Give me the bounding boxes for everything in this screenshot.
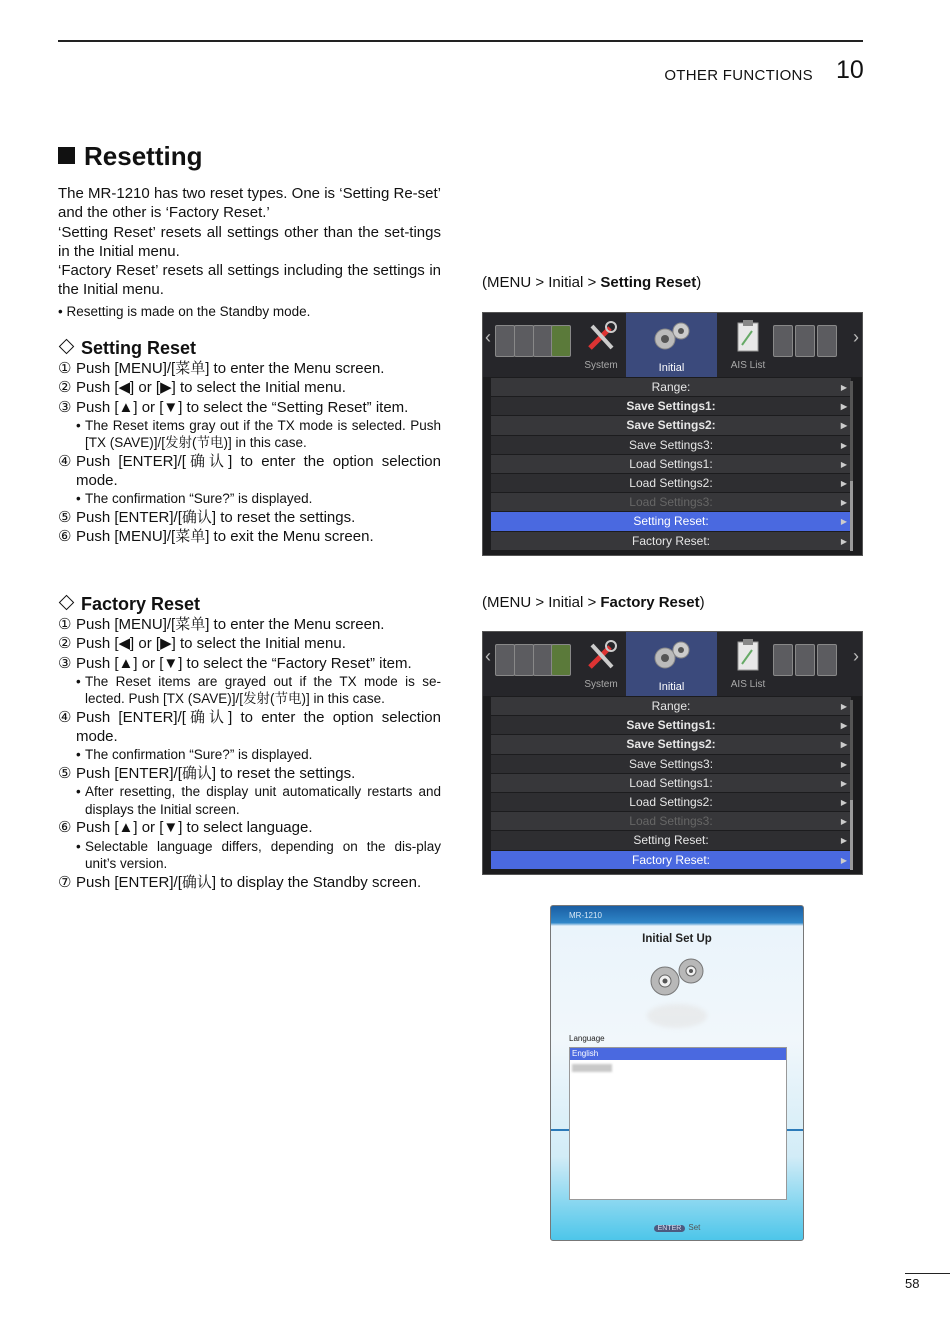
tab-system[interactable]: System — [577, 632, 625, 696]
step-item — [58, 359, 441, 378]
caption-setting-reset: (MENU > Initial > Setting Reset) — [482, 274, 702, 291]
menu-tab-icon[interactable] — [773, 644, 793, 676]
enter-key-badge: ENTER — [654, 1225, 686, 1232]
chevron-right-icon[interactable]: › — [853, 327, 859, 347]
menu-tab-icon[interactable] — [795, 325, 815, 357]
menu-item[interactable]: Load Settings3: ▶ — [491, 493, 851, 512]
gears-icon — [643, 954, 713, 999]
step-number: ② — [58, 635, 72, 653]
caret-right-icon: ▶ — [840, 721, 847, 731]
page-number-rule — [905, 1273, 950, 1274]
caret-right-icon: ▶ — [840, 517, 847, 527]
language-option-blurred[interactable] — [572, 1064, 612, 1072]
step-text: Push [◀] or [▶] to select the Initial menu. — [76, 379, 346, 397]
tab-system[interactable]: System — [577, 313, 625, 377]
step-number: ⑥ — [58, 819, 72, 837]
gears-icon — [649, 638, 695, 672]
step-text: Push [MENU]/[菜单] to exit the Menu screen. — [76, 528, 374, 546]
gears-reflection — [647, 1004, 707, 1028]
step-number: ④ — [58, 452, 72, 470]
intro-paragraph: The MR-1210 has two reset types. One is ‘Setting Re-set’ and the other is ‘Factory Reset.’ — [58, 185, 441, 222]
caret-right-icon: ▶ — [840, 855, 847, 865]
caret-right-icon: ▶ — [840, 402, 847, 412]
step-item — [58, 452, 441, 491]
menu-tab-icon[interactable] — [495, 644, 515, 676]
setting-reset-heading: Setting Reset — [58, 337, 441, 359]
step-number: ④ — [58, 708, 72, 726]
step-number: ③ — [58, 654, 72, 672]
chevron-right-icon[interactable]: › — [853, 646, 859, 666]
step-note: • Selectable language differs, depending on the dis-play unit’s version. — [76, 838, 441, 872]
tools-icon — [584, 639, 618, 673]
step-text: Push [MENU]/[菜单] to enter the Menu screen. — [76, 360, 385, 377]
menu-item[interactable]: Save Settings2: ▶ — [491, 416, 851, 435]
menu-scroll-thumb[interactable] — [850, 800, 853, 870]
caret-right-icon: ▶ — [840, 836, 847, 846]
menu-tab-icon[interactable] — [533, 644, 553, 676]
tools-icon — [584, 320, 618, 354]
tab-ais-list[interactable]: AIS List — [723, 313, 773, 377]
menu-item[interactable]: Range: ▶ — [491, 697, 851, 716]
page-title: Resetting — [58, 141, 202, 172]
menu-scroll-thumb[interactable] — [850, 481, 853, 551]
menu-item[interactable]: Load Settings1: ▶ — [491, 774, 851, 793]
chevron-left-icon[interactable]: ‹ — [485, 327, 491, 347]
menu-item[interactable]: Setting Reset: ▶ — [491, 512, 851, 531]
step-item — [58, 378, 441, 397]
caret-right-icon: ▶ — [840, 797, 847, 807]
caret-right-icon: ▶ — [840, 759, 847, 769]
caret-right-icon: ▶ — [840, 536, 847, 546]
language-list[interactable] — [569, 1047, 787, 1200]
setting-reset-steps — [58, 359, 441, 547]
factory-reset-heading: Factory Reset — [58, 593, 441, 615]
step-item — [58, 654, 441, 673]
factory-reset-steps — [58, 615, 441, 892]
step-text: Push [▲] or [▼] to select the “Setting Reset” item. — [76, 398, 409, 416]
language-option-selected[interactable]: English — [570, 1048, 786, 1060]
menu-item[interactable]: Factory Reset: ▶ — [491, 532, 851, 551]
step-number: ③ — [58, 398, 72, 416]
step-item — [58, 873, 441, 892]
step-text: Push [ENTER]/[确认] to display the Standby screen. — [76, 873, 422, 891]
section-label: OTHER FUNCTIONS — [664, 67, 813, 84]
menu-tab-icon[interactable] — [795, 644, 815, 676]
menu-item[interactable]: Load Settings2: ▶ — [491, 474, 851, 493]
menu-item[interactable]: Save Settings3: ▶ — [491, 755, 851, 774]
tab-initial[interactable]: Initial — [626, 313, 717, 377]
step-text: Push [◀] or [▶] to select the Initial menu. — [76, 635, 346, 653]
chevron-left-icon[interactable]: ‹ — [485, 646, 491, 666]
menu-item[interactable]: Load Settings2: ▶ — [491, 793, 851, 812]
step-number: ⑦ — [58, 873, 72, 891]
menu-tab-icon[interactable] — [533, 325, 553, 357]
step-number: ① — [58, 616, 72, 633]
menu-item[interactable]: Save Settings3: ▶ — [491, 436, 851, 455]
menu-screenshot-setting-reset — [482, 312, 863, 556]
caret-right-icon: ▶ — [840, 778, 847, 788]
step-item — [58, 615, 441, 634]
step-number: ⑥ — [58, 528, 72, 546]
chart-icon[interactable] — [551, 325, 571, 357]
initial-setup-screenshot — [550, 905, 804, 1241]
step-number: ② — [58, 379, 72, 397]
menu-tab-icon[interactable] — [514, 325, 534, 357]
step-note: • The confirmation “Sure?” is displayed. — [76, 747, 313, 763]
header-rule — [58, 40, 863, 42]
menu-item[interactable]: Load Settings1: ▶ — [491, 455, 851, 474]
step-note: • After resetting, the display unit automatically restarts and displays the Initial screen. — [76, 784, 441, 817]
caret-right-icon: ▶ — [840, 440, 847, 450]
menu-item-list — [491, 697, 851, 870]
step-text: Push [ENTER]/[确认] to reset the settings. — [76, 508, 356, 526]
step-text: Push [ENTER]/[确认] to reset the settings. — [76, 764, 356, 782]
menu-tab-icon[interactable] — [817, 325, 837, 357]
step-text: Push [MENU]/[菜单] to enter the Menu screen. — [76, 616, 385, 633]
intro-block — [58, 184, 441, 321]
step-number: ⑤ — [58, 764, 72, 782]
caret-right-icon: ▶ — [840, 478, 847, 488]
caret-right-icon: ▶ — [840, 459, 847, 469]
clipboard-icon — [734, 638, 762, 674]
caret-right-icon: ▶ — [840, 498, 847, 508]
step-item — [58, 527, 441, 546]
menu-item[interactable]: Save Settings1: ▶ — [491, 716, 851, 735]
menu-tab-icon[interactable] — [495, 325, 515, 357]
setting-reset-section — [58, 337, 441, 547]
menu-item[interactable]: Load Settings3: ▶ — [491, 812, 851, 831]
factory-reset-section — [58, 593, 441, 892]
menu-item[interactable]: Save Settings2: ▶ — [491, 735, 851, 754]
menu-item[interactable]: Save Settings1: ▶ — [491, 397, 851, 416]
step-item — [58, 764, 441, 783]
chapter-number: 10 — [836, 56, 864, 84]
intro-paragraph: ‘Factory Reset’ resets all settings including the settings in the Initial menu. — [58, 262, 441, 299]
step-text: Push [ENTER]/[确认] to enter the option selection mode. — [76, 452, 441, 490]
menu-screenshot-factory-reset — [482, 631, 863, 875]
menu-tab-icon[interactable] — [514, 644, 534, 676]
square-bullet-icon — [58, 147, 75, 164]
page-number: 58 — [905, 1276, 920, 1291]
enter-hint: ENTER Set — [551, 1223, 803, 1232]
edge-tick-right — [785, 1129, 803, 1131]
diamond-icon — [59, 339, 75, 355]
caret-right-icon: ▶ — [840, 740, 847, 750]
menu-item[interactable]: Setting Reset: ▶ — [491, 831, 851, 850]
setup-title: Initial Set Up — [642, 933, 712, 945]
caret-right-icon: ▶ — [840, 383, 847, 392]
menu-item[interactable]: Range: ▶ — [491, 378, 851, 397]
edge-tick-left — [551, 1129, 569, 1131]
menu-item[interactable]: Factory Reset: ▶ — [491, 851, 851, 870]
menu-tab-icon[interactable] — [817, 644, 837, 676]
step-note: • The confirmation “Sure?” is displayed. — [76, 491, 313, 507]
intro-paragraph: ‘Setting Reset’ resets all settings other than the set-tings in the Initial menu. — [58, 223, 441, 260]
step-number: ⑤ — [58, 508, 72, 526]
step-item — [58, 818, 441, 837]
menu-item-list — [491, 378, 851, 551]
tab-initial[interactable]: Initial — [626, 632, 717, 696]
chart-icon[interactable] — [551, 644, 571, 676]
step-text: Push [▲] or [▼] to select the “Factory Reset” item. — [76, 654, 412, 672]
step-note: • The Reset items gray out if the TX mode is selected. Push [TX (SAVE)]/[发射(节电)] in this case. — [76, 417, 441, 451]
tab-ais-list[interactable]: AIS List — [723, 632, 773, 696]
step-note: • The Reset items are grayed out if the TX mode is se-lected. Push [TX (SAVE)]/[发射(节电)] in this case. — [76, 673, 441, 707]
caret-right-icon: ▶ — [840, 817, 847, 827]
menu-tab-icon[interactable] — [773, 325, 793, 357]
step-item — [58, 508, 441, 527]
gears-icon — [649, 319, 695, 353]
caption-factory-reset: (MENU > Initial > Factory Reset) — [482, 594, 705, 611]
caret-right-icon: ▶ — [840, 702, 847, 711]
step-number: ① — [58, 360, 72, 377]
step-item — [58, 634, 441, 653]
diamond-icon — [59, 595, 75, 611]
clipboard-icon — [734, 319, 762, 355]
language-label: Language — [569, 1034, 605, 1043]
step-text: Push [ENTER]/[确认] to enter the option selection mode. — [76, 708, 441, 746]
intro-note: • Resetting is made on the Standby mode. — [58, 303, 311, 319]
step-text: Push [▲] or [▼] to select language. — [76, 819, 313, 837]
step-item — [58, 398, 441, 417]
caret-right-icon: ▶ — [840, 421, 847, 431]
step-item — [58, 708, 441, 747]
model-label: MR-1210 — [569, 911, 602, 920]
